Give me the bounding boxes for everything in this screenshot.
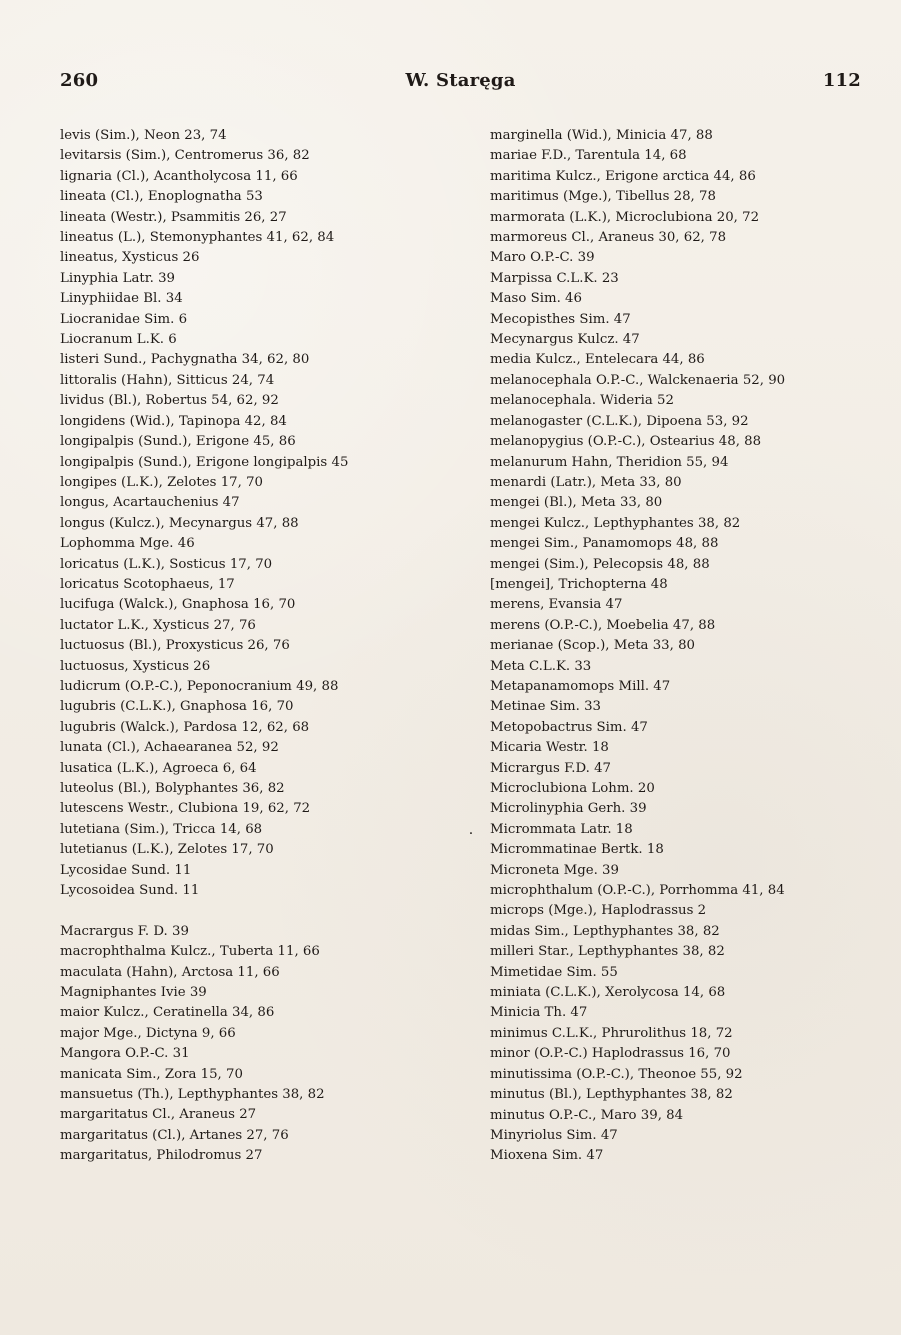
index-entry: Linyphia Latr. 39 xyxy=(60,270,176,286)
index-entry: Liocranidae Sim. 6 xyxy=(60,311,188,327)
index-entry: lunata (Cl.), Achaearanea 52, 92 xyxy=(60,740,279,756)
index-entry: Micrargus F.D. 47 xyxy=(490,760,612,776)
index-entry: Magniphantes Ivie 39 xyxy=(60,985,207,1001)
page-number: 260 xyxy=(60,70,99,91)
index-entry: Metopobactrus Sim. 47 xyxy=(490,719,648,735)
index-entry: longipes (L.K.), Zelotes 17, 70 xyxy=(60,474,263,490)
index-entry: Linyphiidae Bl. 34 xyxy=(60,291,183,307)
index-entry: Maso Sim. 46 xyxy=(490,291,582,307)
index-entry: mengei (Bl.), Meta 33, 80 xyxy=(490,495,663,511)
index-entry: melanocephala O.P.-C., Walckenaeria 52, 90 xyxy=(490,372,786,388)
index-entry: luteolus (Bl.), Bolyphantes 36, 82 xyxy=(60,781,285,796)
index-entry: longidens (Wid.), Tapinopa 42, 84 xyxy=(60,413,287,429)
index-entry: macrophthalma Kulcz., Tuberta 11, 66 xyxy=(60,944,320,960)
index-entry: minutissima (O.P.-C.), Theonoe 55, 92 xyxy=(490,1066,743,1082)
index-entry: microps (Mge.), Haplodrassus 2 xyxy=(490,903,707,919)
index-entry: lignaria (Cl.), Acantholycosa 11, 66 xyxy=(60,168,298,184)
index-entry: maior Kulcz., Ceratinella 34, 86 xyxy=(60,1005,275,1021)
index-entry: lugubris (Walck.), Pardosa 12, 62, 68 xyxy=(60,719,310,735)
index-entry: Mangora O.P.-C. 31 xyxy=(60,1046,190,1062)
index-entry: [mengei], Trichopterna 48 xyxy=(490,576,668,592)
index-entry: levis (Sim.), Neon 23, 74 xyxy=(60,128,227,143)
index-entry: microphthalum (O.P.-C.), Porrhomma 41, 84 xyxy=(490,883,785,899)
index-entry: maritima Kulcz., Erigone arctica 44, 86 xyxy=(490,168,756,184)
index-entry: loricatus Scotophaeus, 17 xyxy=(60,576,235,592)
page-index: 112 xyxy=(822,70,861,91)
index-entry: melanopygius (O.P.-C.), Ostearius 48, 88 xyxy=(490,434,762,450)
index-entry: milleri Star., Lepthyphantes 38, 82 xyxy=(490,944,725,960)
index-entry: maritimus (Mge.), Tibellus 28, 78 xyxy=(490,189,716,205)
index-entry: margaritatus Cl., Araneus 27 xyxy=(60,1107,257,1123)
index-entry: luctator L.K., Xysticus 27, 76 xyxy=(60,617,256,633)
index-entry: maculata (Hahn), Arctosa 11, 66 xyxy=(60,964,280,980)
index-entry: major Mge., Dictyna 9, 66 xyxy=(60,1025,236,1041)
index-entry: Microneta Mge. 39 xyxy=(490,862,619,878)
index-entry: lutetiana (Sim.), Tricca 14, 68 xyxy=(60,821,263,837)
index-entry: Metinae Sim. 33 xyxy=(490,699,602,715)
left-column xyxy=(60,126,450,1167)
index-entry: ludicrum (O.P.-C.), Peponocranium 49, 88 xyxy=(60,678,339,694)
index-entry: Micaria Westr. 18 xyxy=(490,740,609,756)
index-entry: marmoreus Cl., Araneus 30, 62, 78 xyxy=(490,230,727,246)
index-entry: longus (Kulcz.), Mecynargus 47, 88 xyxy=(60,515,299,531)
index-entry: lucifuga (Walck.), Gnaphosa 16, 70 xyxy=(60,597,296,613)
index-entry: Micrommatinae Bertk. 18 xyxy=(490,842,664,858)
index-entry: lineata (Cl.), Enoplognatha 53 xyxy=(60,189,263,205)
index-entry: lugubris (C.L.K.), Gnaphosa 16, 70 xyxy=(60,699,294,715)
right-column xyxy=(468,126,880,1167)
index-entry: loricatus (L.K.), Sosticus 17, 70 xyxy=(60,556,273,572)
index-entry: levitarsis (Sim.), Centromerus 36, 82 xyxy=(60,148,310,164)
index-entry: mansuetus (Th.), Lepthyphantes 38, 82 xyxy=(60,1087,325,1103)
index-entry: merens (O.P.-C.), Moebelia 47, 88 xyxy=(490,617,716,633)
index-entry: marmorata (L.K.), Microclubiona 20, 72 xyxy=(490,209,760,225)
index-entry: Microlinyphia Gerh. 39 xyxy=(490,801,647,817)
index-entry xyxy=(468,820,880,840)
index-entry: Liocranum L.K. 6 xyxy=(60,332,177,348)
index-entry: margaritatus, Philodromus 27 xyxy=(60,1148,263,1164)
index-entry: listeri Sund., Pachygnatha 34, 62, 80 xyxy=(60,352,310,368)
index-entry: luctuosus (Bl.), Proxysticus 26, 76 xyxy=(60,638,290,654)
index-entry: Minicia Th. 47 xyxy=(490,1005,588,1021)
index-entry: luctuosus, Xysticus 26 xyxy=(60,658,211,674)
index-entry: Maro O.P.-C. 39 xyxy=(490,250,595,266)
index-entry: longipalpis (Sund.), Erigone longipalpis 45 xyxy=(60,454,349,470)
index-entry: Mecynargus Kulcz. 47 xyxy=(490,332,640,348)
index-entry: Marpissa C.L.K. 23 xyxy=(490,270,619,286)
section-gap xyxy=(60,901,450,921)
index-entry: margaritatus (Cl.), Artanes 27, 76 xyxy=(60,1127,289,1143)
index-entry: media Kulcz., Entelecara 44, 86 xyxy=(490,352,705,368)
author-running-head: W. Staręga xyxy=(405,70,516,91)
index-entry: Lycosidae Sund. 11 xyxy=(60,862,192,878)
index-entry: melanogaster (C.L.K.), Dipoena 53, 92 xyxy=(490,413,749,429)
index-entry: mengei Sim., Panamomops 48, 88 xyxy=(490,536,719,552)
index-entry: minutus (Bl.), Lepthyphantes 38, 82 xyxy=(490,1087,733,1103)
index-entry: mengei Kulcz., Lepthyphantes 38, 82 xyxy=(490,515,741,531)
index-entry: Mioxena Sim. 47 xyxy=(490,1148,604,1164)
index-entry: lusatica (L.K.), Agroeca 6, 64 xyxy=(60,760,257,776)
index-entry-text: Micrommata Latr. 18 xyxy=(490,821,633,837)
index-entry: lineata (Westr.), Psammitis 26, 27 xyxy=(60,209,287,225)
margin-dot: . xyxy=(468,821,474,838)
index-entry: manicata Sim., Zora 15, 70 xyxy=(60,1066,243,1082)
index-entry: Mecopisthes Sim. 47 xyxy=(490,311,631,327)
index-entry: Lophomma Mge. 46 xyxy=(60,536,195,552)
index-entry: minutus O.P.-C., Maro 39, 84 xyxy=(490,1107,684,1123)
index-entry: mariae F.D., Tarentula 14, 68 xyxy=(490,148,687,164)
index-entry: marginella (Wid.), Minicia 47, 88 xyxy=(490,128,713,143)
index-entry: merens, Evansia 47 xyxy=(490,597,623,613)
index-entry: minimus C.L.K., Phrurolithus 18, 72 xyxy=(490,1025,733,1041)
index-entry: Mimetidae Sim. 55 xyxy=(490,964,618,980)
index-entry: mengei (Sim.), Pelecopsis 48, 88 xyxy=(490,556,710,572)
index-entry: lutescens Westr., Clubiona 19, 62, 72 xyxy=(60,801,311,817)
index-entry: menardi (Latr.), Meta 33, 80 xyxy=(490,474,682,490)
index-entry: lineatus, Xysticus 26 xyxy=(60,250,200,266)
index-entry: Lycosoidea Sund. 11 xyxy=(60,883,200,899)
index-entry: melanocephala. Wideria 52 xyxy=(490,393,674,409)
index-entry: Microclubiona Lohm. 20 xyxy=(490,781,655,796)
index-entry: longipalpis (Sund.), Erigone 45, 86 xyxy=(60,434,296,450)
index-entry: littoralis (Hahn), Sitticus 24, 74 xyxy=(60,372,275,388)
index-entry: Meta C.L.K. 33 xyxy=(490,658,592,674)
index-entry: lutetianus (L.K.), Zelotes 17, 70 xyxy=(60,842,274,858)
index-entry: minor (O.P.-C.) Haplodrassus 16, 70 xyxy=(490,1046,731,1062)
index-entry: merianae (Scop.), Meta 33, 80 xyxy=(490,638,696,654)
index-entry: melanurum Hahn, Theridion 55, 94 xyxy=(490,454,729,470)
index-entry: Metapanamomops Mill. 47 xyxy=(490,678,671,694)
page-header xyxy=(60,70,861,98)
index-entry: lividus (Bl.), Robertus 54, 62, 92 xyxy=(60,393,279,409)
index-entry: lineatus (L.), Stemonyphantes 41, 62, 84 xyxy=(60,230,335,246)
index-entry: longus, Acartauchenius 47 xyxy=(60,495,240,511)
index-entry: midas Sim., Lepthyphantes 38, 82 xyxy=(490,923,720,939)
index-entry: Macrargus F. D. 39 xyxy=(60,923,189,939)
index-entry: miniata (C.L.K.), Xerolycosa 14, 68 xyxy=(490,985,726,1001)
index-entry: Minyriolus Sim. 47 xyxy=(490,1127,618,1143)
